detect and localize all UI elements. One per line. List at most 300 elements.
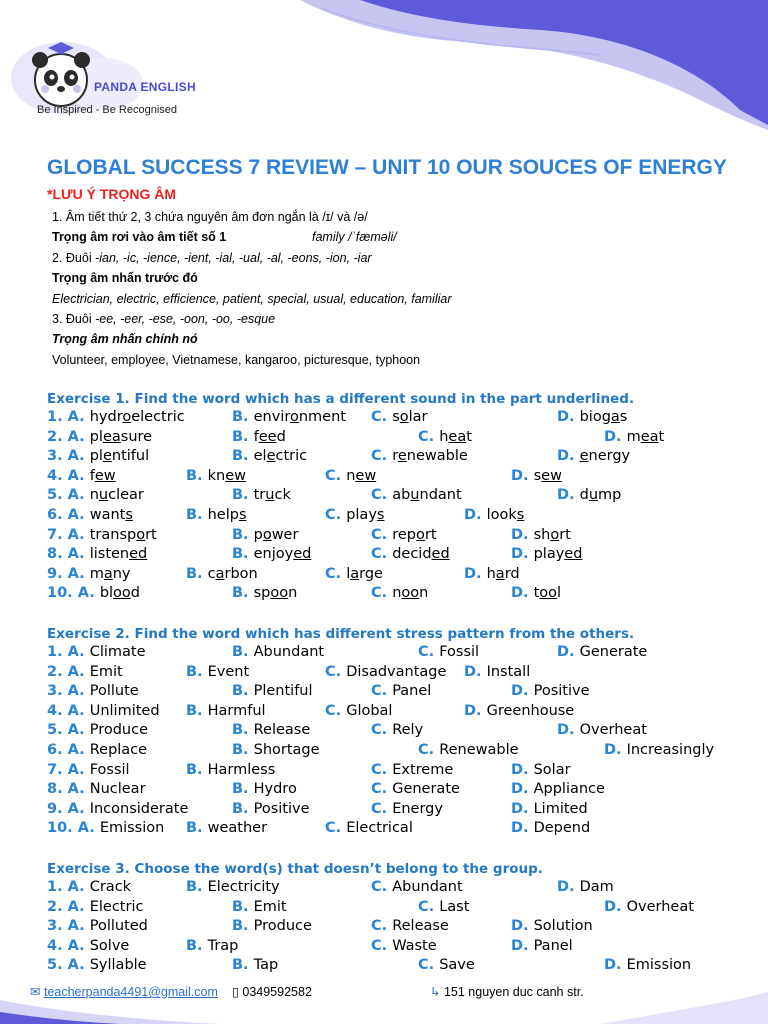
option-d[interactable] [604, 957, 691, 973]
option-label: B. [186, 663, 208, 680]
option-label: C. [371, 448, 393, 465]
option-word: carbon [207, 565, 258, 582]
option-label: B. [232, 487, 254, 504]
option-label: A. [67, 409, 90, 425]
option-label: A. [67, 683, 90, 700]
option-label: D. [464, 507, 487, 523]
option-d[interactable] [511, 546, 582, 562]
option-b[interactable] [232, 722, 310, 738]
option-label: B. [186, 761, 208, 778]
option-b[interactable] [232, 801, 310, 817]
note-line-1: 1. Âm tiết thứ 2, 3 chứa nguyên âm đơn ngắn là /ɪ/ và /ə/ [52, 210, 368, 224]
option-label: C. [418, 644, 440, 660]
option-a[interactable] [47, 448, 149, 464]
option-c[interactable] [371, 801, 443, 817]
option-label: D. [464, 702, 487, 719]
option-word: transport [89, 526, 157, 543]
option-label: A. [67, 781, 90, 798]
question-number: 9. [47, 565, 68, 582]
note-line-2-text: Trọng âm rơi vào âm tiết số 1 [52, 230, 227, 244]
exercise2-row [47, 762, 767, 782]
option-d[interactable] [604, 742, 714, 758]
option-a[interactable] [47, 566, 131, 582]
option-a[interactable] [47, 585, 140, 601]
option-word: Solar [533, 761, 571, 778]
note-line-8: Volunteer, employee, Vietnamese, kangaroo, picturesque, typhoon [52, 353, 421, 367]
option-c[interactable] [371, 879, 463, 895]
option-b[interactable] [186, 820, 267, 836]
email-link[interactable]: teacherpanda4491@gmail.com [43, 985, 218, 999]
option-label: C. [418, 898, 440, 915]
option-word: Tap [253, 957, 279, 974]
question-number: 1. [47, 644, 68, 660]
option-word: Electric [89, 898, 144, 915]
option-b[interactable] [232, 409, 346, 425]
underlined-part: ea [102, 428, 121, 445]
exercise3-row [47, 879, 767, 899]
option-a[interactable] [47, 468, 116, 484]
option-c[interactable] [418, 742, 519, 758]
option-d[interactable] [464, 507, 524, 523]
exercise1-row [47, 546, 767, 566]
option-c[interactable] [371, 546, 450, 562]
underlined-part: ed [431, 546, 450, 563]
option-word: looks [486, 507, 525, 523]
option-label: A. [67, 546, 90, 563]
exercise-2-heading: Exercise 2. Find the word which has different stress pattern from the others. [47, 626, 635, 642]
underlined-part: oo [401, 585, 420, 602]
note-line-3-prefix: 2. Đuôi [52, 251, 96, 265]
option-a[interactable] [47, 938, 129, 954]
option-label: B. [232, 546, 254, 563]
option-c[interactable] [325, 507, 384, 523]
option-word: Emission [99, 820, 165, 837]
option-label: D. [511, 683, 534, 700]
option-label: C. [418, 742, 440, 758]
option-d[interactable] [511, 585, 561, 601]
option-word: Extreme [392, 761, 454, 778]
exercise1-row [47, 468, 767, 488]
question-number: 5. [47, 957, 68, 974]
option-a[interactable] [47, 664, 123, 680]
underlined-part: ed [293, 546, 312, 563]
option-word: Electrical [346, 820, 413, 837]
option-b[interactable] [232, 683, 313, 699]
option-d[interactable] [511, 938, 573, 954]
footer-email[interactable] [30, 984, 218, 999]
underlined-part: s [238, 507, 247, 523]
option-label: B. [186, 507, 208, 523]
option-label: C. [371, 683, 393, 700]
question-number: 5. [47, 722, 68, 739]
question-number: 8. [47, 781, 68, 798]
exercise2-row [47, 820, 767, 840]
option-label: D. [557, 487, 580, 504]
option-c[interactable] [371, 938, 437, 954]
brand-name: PANDA ENGLISH [94, 80, 196, 94]
exercise2-row [47, 664, 767, 684]
option-label: D. [557, 722, 580, 739]
option-word: heat [439, 428, 472, 445]
option-b[interactable] [186, 879, 280, 895]
option-b[interactable] [232, 781, 297, 797]
option-label: B. [232, 722, 254, 739]
exercise1-row [47, 409, 767, 429]
option-word: Inconsiderate [89, 800, 189, 817]
option-c[interactable] [325, 703, 392, 719]
option-a[interactable] [47, 409, 185, 425]
option-word: feed [253, 428, 286, 445]
note-line-6-suffixes: -ee, -eer, -ese, -oon, -oo, -esque [95, 312, 276, 326]
option-word: Save [439, 957, 475, 974]
underlined-part: o [289, 409, 299, 425]
option-word: Electricity [207, 879, 280, 895]
option-word: renewable [392, 448, 468, 465]
option-a[interactable] [47, 801, 188, 817]
underlined-part: a [215, 565, 225, 582]
option-word: Generate [579, 644, 648, 660]
option-b[interactable] [232, 644, 324, 660]
option-word: power [253, 526, 299, 543]
question-number: 2. [47, 663, 68, 680]
underlined-part: u [588, 487, 599, 504]
option-d[interactable] [511, 918, 593, 934]
exercise3-row [47, 938, 767, 958]
option-c[interactable] [371, 487, 462, 503]
question-number: 5. [47, 487, 68, 504]
underlined-part: ew [225, 467, 246, 484]
option-d[interactable] [464, 566, 520, 582]
option-d[interactable] [557, 879, 614, 895]
option-c[interactable] [325, 566, 383, 582]
option-word: wants [89, 507, 133, 523]
option-word: Harmless [207, 761, 276, 778]
option-word: biogas [579, 409, 628, 425]
note-line-3 [52, 251, 372, 265]
option-a[interactable] [47, 703, 160, 719]
option-word: Disadvantage [346, 663, 447, 680]
option-label: C. [371, 487, 393, 504]
option-word: environment [253, 409, 346, 425]
option-word: truck [253, 487, 291, 504]
option-c[interactable] [325, 468, 376, 484]
option-label: B. [186, 565, 208, 582]
exercise2-row [47, 801, 767, 821]
underlined-part: u [410, 487, 420, 504]
option-b[interactable] [232, 448, 307, 464]
option-label: D. [557, 644, 580, 660]
option-word: electric [253, 448, 308, 465]
option-word: Overheat [579, 722, 647, 739]
exercise-3-heading: Exercise 3. Choose the word(s) that doesn’t belong to the group. [47, 861, 543, 877]
notes-heading: *LƯU Ý TRỌNG ÂM [47, 186, 177, 202]
option-a[interactable] [47, 507, 133, 523]
option-word: Produce [89, 722, 149, 739]
underlined-part: ed [564, 546, 583, 563]
option-c[interactable] [371, 762, 453, 778]
option-word: Dam [579, 879, 614, 895]
option-label: A. [67, 526, 90, 543]
option-word: Waste [392, 937, 437, 954]
option-word: Unlimited [89, 702, 160, 719]
option-label: C. [371, 585, 393, 602]
option-label: A. [67, 879, 90, 895]
option-c[interactable] [325, 664, 446, 680]
option-d[interactable] [557, 722, 647, 738]
option-a[interactable] [47, 820, 164, 836]
envelope-icon: ✉ [30, 985, 41, 999]
option-b[interactable] [232, 957, 278, 973]
option-c[interactable] [418, 644, 479, 660]
option-a[interactable] [47, 899, 143, 915]
option-d[interactable] [511, 762, 571, 778]
option-word: dump [579, 487, 622, 504]
option-label: D. [604, 428, 627, 445]
option-word: Release [392, 918, 449, 935]
option-label: C. [371, 879, 393, 895]
option-label: D. [511, 467, 534, 484]
option-b[interactable] [186, 762, 275, 778]
option-label: C. [418, 428, 440, 445]
option-word: Last [439, 898, 470, 915]
option-word: Harmful [207, 702, 266, 719]
option-b[interactable] [186, 938, 238, 954]
option-word: Nuclear [89, 781, 146, 798]
question-number: 3. [47, 918, 68, 935]
option-d[interactable] [557, 448, 630, 464]
option-c[interactable] [371, 527, 437, 543]
option-c[interactable] [418, 429, 472, 445]
option-word: Global [346, 702, 393, 719]
option-b[interactable] [232, 546, 311, 562]
option-word: Energy [392, 800, 443, 817]
option-label: B. [232, 957, 254, 974]
option-word: report [392, 526, 437, 543]
underlined-part: ew [355, 467, 377, 484]
exercise3-row [47, 957, 767, 977]
option-b[interactable] [232, 585, 297, 601]
option-b[interactable] [186, 664, 249, 680]
option-label: A. [67, 800, 90, 817]
option-word: played [533, 546, 583, 563]
option-label: D. [511, 820, 534, 837]
exercise2-row [47, 644, 767, 664]
note-line-5: Electrician, electric, efficience, patient, special, usual, education, familiar [52, 292, 452, 306]
option-a[interactable] [47, 683, 139, 699]
option-word: hard [486, 565, 520, 582]
option-a[interactable] [47, 429, 152, 445]
option-word: helps [207, 507, 247, 523]
option-label: C. [325, 663, 347, 680]
option-word: meat [626, 428, 665, 445]
option-word: blood [99, 585, 141, 602]
option-d[interactable] [604, 429, 664, 445]
option-a[interactable] [47, 879, 131, 895]
option-label: A. [67, 937, 90, 954]
option-word: Pollute [89, 683, 139, 700]
option-a[interactable] [47, 957, 147, 973]
question-number: 2. [47, 898, 68, 915]
option-label: B. [232, 448, 254, 465]
note-line-3-suffixes: -ian, -ic, -ience, -ient, -ial, -ual, -al, -eons, -ion, -iar [95, 251, 372, 265]
option-d[interactable] [511, 468, 562, 484]
option-label: D. [464, 663, 487, 680]
option-a[interactable] [47, 527, 157, 543]
underlined-part: oo [270, 585, 289, 602]
option-word: Polluted [89, 918, 148, 935]
option-a[interactable] [47, 762, 130, 778]
option-label: D. [464, 565, 487, 582]
option-c[interactable] [371, 585, 428, 601]
brand-tagline: Be Inspired - Be Recognised [37, 104, 178, 116]
option-label: A. [67, 565, 90, 582]
option-word: tool [533, 585, 562, 602]
option-word: Produce [253, 918, 312, 935]
option-label: D. [511, 918, 534, 935]
option-a[interactable] [47, 742, 147, 758]
option-label: B. [232, 918, 254, 935]
option-word: many [89, 565, 131, 582]
underlined-part: s [516, 507, 525, 523]
option-c[interactable] [371, 409, 428, 425]
question-number: 10. [47, 585, 78, 602]
bottom-right-wave [600, 992, 768, 1024]
option-d[interactable] [557, 409, 627, 425]
option-c[interactable] [371, 448, 468, 464]
option-word: listened [89, 546, 148, 563]
option-d[interactable] [464, 664, 530, 680]
option-label: B. [186, 820, 208, 837]
underlined-part: o [415, 526, 425, 543]
underlined-part: e [266, 448, 276, 465]
option-b[interactable] [232, 527, 298, 543]
option-label: C. [325, 507, 347, 523]
option-a[interactable] [47, 722, 148, 738]
option-b[interactable] [186, 703, 266, 719]
option-label: D. [557, 879, 580, 895]
option-word: Depend [533, 820, 591, 837]
underlined-part: a [610, 409, 620, 425]
option-c[interactable] [418, 899, 469, 915]
option-b[interactable] [186, 566, 258, 582]
note-line-6-prefix: 3. Đuôi [52, 312, 96, 326]
option-d[interactable] [511, 820, 590, 836]
option-a[interactable] [47, 546, 147, 562]
option-word: short [533, 526, 571, 543]
option-d[interactable] [604, 899, 694, 915]
option-word: Rely [392, 722, 424, 739]
option-d[interactable] [511, 781, 605, 797]
question-number: 3. [47, 448, 68, 465]
option-b[interactable] [232, 487, 291, 503]
option-label: B. [232, 781, 254, 798]
option-word: solar [392, 409, 428, 425]
underlined-part: s [376, 507, 385, 523]
underlined-part: ea [640, 428, 659, 445]
exercise1-row [47, 566, 767, 586]
option-label: A. [67, 918, 90, 935]
option-c[interactable] [371, 918, 449, 934]
option-b[interactable] [232, 742, 320, 758]
option-label: B. [186, 467, 208, 484]
option-word: weather [207, 820, 268, 837]
option-d[interactable] [557, 487, 621, 503]
option-word: Abundant [392, 879, 463, 895]
option-label: B. [186, 702, 208, 719]
option-b[interactable] [186, 468, 246, 484]
option-a[interactable] [47, 918, 148, 934]
question-number: 4. [47, 467, 68, 484]
option-label: C. [371, 800, 393, 817]
question-number: 7. [47, 761, 68, 778]
underlined-part: ew [541, 467, 562, 484]
option-word: decided [392, 546, 450, 563]
option-label: A. [77, 820, 100, 837]
option-label: C. [371, 722, 393, 739]
option-word: Abundant [253, 644, 325, 660]
underlined-part: e [397, 448, 407, 465]
option-d[interactable] [557, 644, 647, 660]
option-label: B. [232, 585, 254, 602]
question-number: 1. [47, 409, 68, 425]
option-word: Emit [253, 898, 287, 915]
option-d[interactable] [511, 801, 588, 817]
option-a[interactable] [47, 781, 146, 797]
option-word: spoon [253, 585, 298, 602]
option-b[interactable] [232, 429, 286, 445]
option-b[interactable] [232, 899, 287, 915]
option-d[interactable] [464, 703, 574, 719]
option-word: Fossil [89, 761, 130, 778]
option-label: A. [67, 898, 90, 915]
option-c[interactable] [371, 722, 423, 738]
option-c[interactable] [371, 781, 460, 797]
option-c[interactable] [418, 957, 475, 973]
option-label: C. [371, 937, 393, 954]
underlined-part: oo [539, 585, 558, 602]
option-b[interactable] [186, 507, 247, 523]
exercise2-row [47, 683, 767, 703]
note-line-2-example: family /ˈfæməli/ [312, 230, 397, 244]
option-label: C. [371, 781, 393, 798]
option-label: D. [604, 898, 627, 915]
question-number: 8. [47, 546, 68, 563]
option-label: C. [418, 957, 440, 974]
option-c[interactable] [325, 820, 413, 836]
option-label: B. [186, 937, 208, 954]
option-word: pleasure [89, 428, 153, 445]
option-label: A. [67, 957, 90, 974]
option-d[interactable] [511, 683, 590, 699]
option-c[interactable] [371, 683, 431, 699]
exercise3-row [47, 918, 767, 938]
question-number: 9. [47, 800, 68, 817]
option-d[interactable] [511, 527, 571, 543]
option-word: Appliance [533, 781, 605, 798]
question-number: 6. [47, 507, 68, 523]
option-word: Panel [533, 937, 573, 954]
option-word: Greenhouse [486, 702, 575, 719]
option-word: sew [533, 467, 562, 484]
option-a[interactable] [47, 644, 146, 660]
option-a[interactable] [47, 487, 144, 503]
option-b[interactable] [232, 918, 312, 934]
option-word: noon [392, 585, 429, 602]
underlined-part: o [550, 526, 560, 543]
option-label: D. [511, 546, 534, 563]
option-label: C. [371, 409, 393, 425]
option-word: Replace [89, 742, 148, 758]
